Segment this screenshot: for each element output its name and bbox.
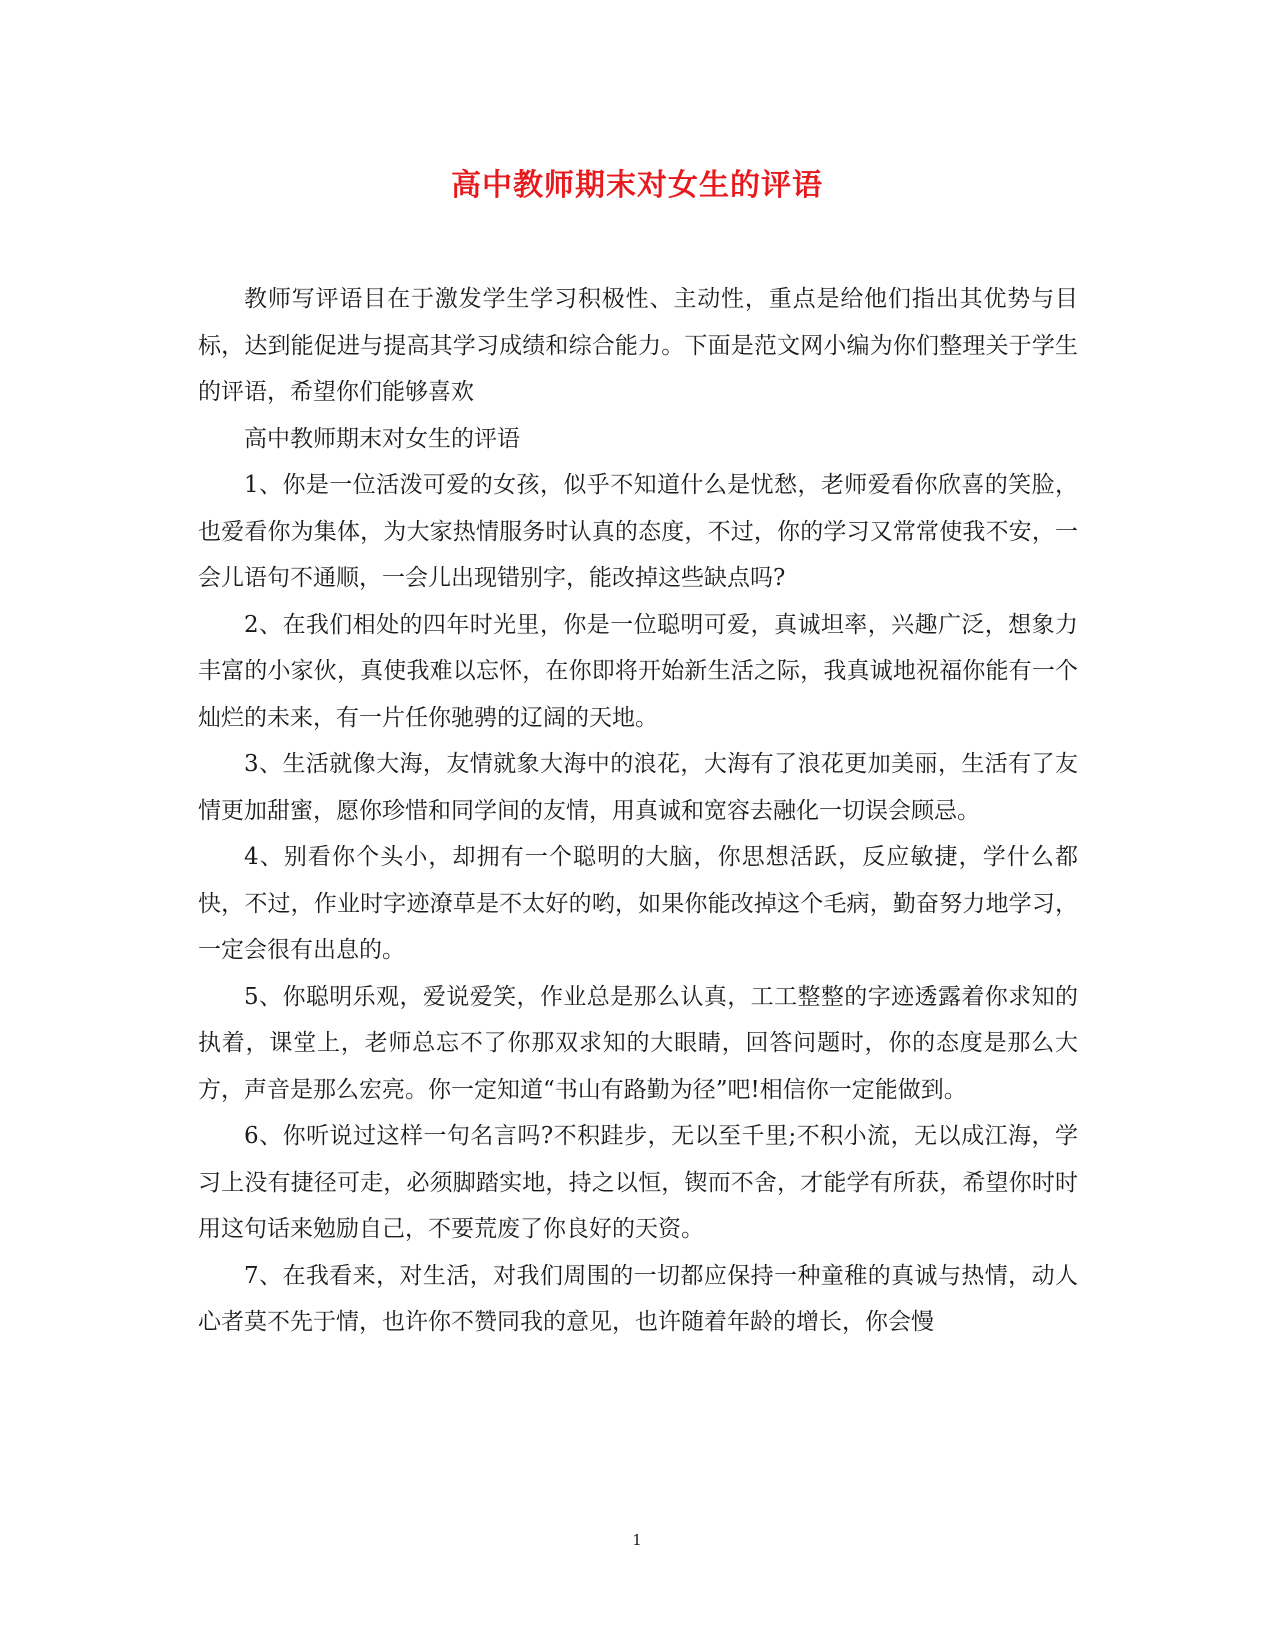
page-number: 1 — [632, 1531, 642, 1549]
comment-paragraph-3: 3、生活就像大海，友情就象大海中的浪花，大海有了浪花更加美丽，生活有了友情更加甜蜜，愿你珍惜和同学间的友情，用真诚和宽容去融化一切误会顾忌。 — [198, 751, 1078, 824]
document-body — [198, 276, 1078, 1346]
comment-paragraph-7: 7、在我看来，对生活，对我们周围的一切都应保持一种童稚的真诚与热情，动人心者莫不先于情，也许你不赞同我的意见，也许随着年龄的增长，你会慢 — [198, 1262, 1078, 1335]
comment-paragraph-6: 6、你听说过这样一句名言吗?不积跬步，无以至千里;不积小流，无以成江海，学习上没有捷径可走，必须脚踏实地，持之以恒，锲而不舍，才能学有所获，希望你时时用这句话来勉励自己，不要荒废了你良好的天资。 — [198, 1123, 1078, 1242]
section-heading: 高中教师期末对女生的评语 — [244, 425, 520, 452]
intro-paragraph: 教师写评语目在于激发学生学习积极性、主动性，重点是给他们指出其优势与目标，达到能促进与提高其学习成绩和综合能力。下面是范文网小编为你们整理关于学生的评语，希望你们能够喜欢 — [198, 286, 1078, 405]
comment-paragraph-5: 5、你聪明乐观，爱说爱笑，作业总是那么认真，工工整整的字迹透露着你求知的执着，课堂上，老师总忘不了你那双求知的大眼睛，回答问题时，你的态度是那么大方，声音是那么宏亮。你一定知道“书山有路勤为径”吧!相信你一定能做到。 — [198, 983, 1078, 1103]
document-title: 高中教师期末对女生的评语 — [451, 168, 823, 203]
comment-paragraph-2: 2、在我们相处的四年时光里，你是一位聪明可爱，真诚坦率，兴趣广泛，想象力丰富的小家伙，真使我难以忘怀，在你即将开始新生活之际，我真诚地祝福你能有一个灿烂的未来，有一片任你驰骋的辽阔的天地。 — [198, 611, 1078, 731]
comment-paragraph-4: 4、别看你个头小，却拥有一个聪明的大脑，你思想活跃，反应敏捷，学什么都快，不过，作业时字迹潦草是不太好的哟，如果你能改掉这个毛病，勤奋努力地学习，一定会很有出息的。 — [198, 844, 1078, 963]
comment-paragraph-1: 1、你是一位活泼可爱的女孩，似乎不知道什么是忧愁，老师爱看你欣喜的笑脸，也爱看你为集体，为大家热情服务时认真的态度，不过，你的学习又常常使我不安，一会儿语句不通顺，一会儿出现错别字，能改掉这些缺点吗? — [198, 472, 1078, 591]
